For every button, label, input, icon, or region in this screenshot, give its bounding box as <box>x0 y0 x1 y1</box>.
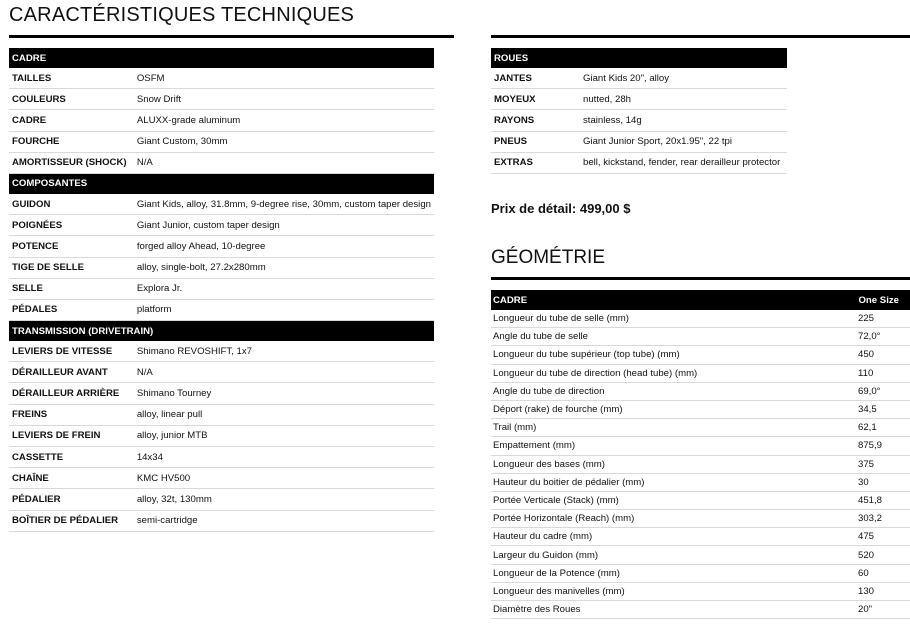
spec-label: CHAÎNE <box>9 468 134 489</box>
geometry-value: 520 <box>856 546 910 564</box>
section-title: COMPOSANTES <box>9 173 434 194</box>
geometry-header-size: One Size <box>856 290 910 310</box>
geometry-row <box>491 582 910 600</box>
spec-value: Snow Drift <box>134 89 434 110</box>
geometry-label: Longueur des bases (mm) <box>491 455 856 473</box>
geometry-value: 450 <box>856 346 910 364</box>
spec-value: Giant Custom, 30mm <box>134 131 434 152</box>
spec-row <box>491 152 787 173</box>
spec-row <box>9 152 434 173</box>
geometry-value: 30 <box>856 473 910 491</box>
geometry-row <box>491 437 910 455</box>
geometry-label: Hauteur du cadre (mm) <box>491 528 856 546</box>
spec-row <box>9 425 434 446</box>
spec-label: POIGNÉES <box>9 215 134 236</box>
spec-label: CADRE <box>9 110 134 131</box>
geometry-value: 130 <box>856 582 910 600</box>
spec-label: SELLE <box>9 278 134 299</box>
spec-value: stainless, 14g <box>580 110 787 131</box>
spec-row <box>9 341 434 362</box>
geometry-label: Déport (rake) de fourche (mm) <box>491 400 856 418</box>
spec-row <box>9 194 434 215</box>
spec-label: COULEURS <box>9 89 134 110</box>
geometry-value: 60 <box>856 564 910 582</box>
geometry-value: 34,5 <box>856 400 910 418</box>
spec-row <box>491 131 787 152</box>
geometry-row <box>491 328 910 346</box>
geometry-value: 69,0° <box>856 382 910 400</box>
geometry-value: 303,2 <box>856 510 910 528</box>
geometry-value: 875,9 <box>856 437 910 455</box>
spec-value: forged alloy Ahead, 10-degree <box>134 236 434 257</box>
geometry-row <box>491 601 910 619</box>
spec-row <box>491 89 787 110</box>
geometry-row <box>491 564 910 582</box>
spec-label: PNEUS <box>491 131 580 152</box>
geometry-label: Longueur du tube de direction (head tube) (mm) <box>491 364 856 382</box>
spec-value: 14x34 <box>134 447 434 468</box>
geometry-label: Longueur de la Potence (mm) <box>491 564 856 582</box>
spec-label: CASSETTE <box>9 447 134 468</box>
spec-label: JANTES <box>491 68 580 89</box>
spec-value: Shimano Tourney <box>134 383 434 404</box>
spec-value: Giant Kids, alloy, 31.8mm, 9-degree rise, 30mm, custom taper design <box>134 194 434 215</box>
retail-price: Prix de détail: 499,00 $ <box>491 201 631 216</box>
spec-row <box>9 468 434 489</box>
spec-row <box>9 131 434 152</box>
geometry-row <box>491 382 910 400</box>
section-header <box>491 48 787 68</box>
spec-row <box>491 68 787 89</box>
spec-value: platform <box>134 299 434 320</box>
spec-label: TAILLES <box>9 68 134 89</box>
spec-value: semi-cartridge <box>134 510 434 531</box>
spec-value: alloy, linear pull <box>134 404 434 425</box>
geometry-row <box>491 528 910 546</box>
spec-value: nutted, 28h <box>580 89 787 110</box>
geometry-label: Hauteur du boitier de pédalier (mm) <box>491 473 856 491</box>
spec-value: alloy, 32t, 130mm <box>134 489 434 510</box>
geometry-header-row <box>491 290 910 310</box>
geometry-value: 62,1 <box>856 419 910 437</box>
geometry-label: Longueur du tube supérieur (top tube) (mm) <box>491 346 856 364</box>
geometry-row <box>491 419 910 437</box>
spec-label: LEVIERS DE VITESSE <box>9 341 134 362</box>
geometry-label: Empattement (mm) <box>491 437 856 455</box>
spec-row <box>491 110 787 131</box>
geometry-value: 225 <box>856 310 910 328</box>
geometry-label: Diamètre des Roues <box>491 601 856 619</box>
geometry-row <box>491 346 910 364</box>
geometry-title: GÉOMÉTRIE <box>491 247 606 268</box>
spec-label: MOYEUX <box>491 89 580 110</box>
spec-value: N/A <box>134 362 434 383</box>
spec-row <box>9 447 434 468</box>
title-rule-left <box>9 35 454 38</box>
geometry-row <box>491 455 910 473</box>
spec-row <box>9 278 434 299</box>
spec-label: RAYONS <box>491 110 580 131</box>
spec-row <box>9 236 434 257</box>
spec-label: GUIDON <box>9 194 134 215</box>
geometry-label: Longueur des manivelles (mm) <box>491 582 856 600</box>
spec-label: FREINS <box>9 404 134 425</box>
spec-value: Shimano REVOSHIFT, 1x7 <box>134 341 434 362</box>
spec-label: TIGE DE SELLE <box>9 257 134 278</box>
geometry-header-label: CADRE <box>491 290 856 310</box>
section-title: CADRE <box>9 48 434 68</box>
spec-value: Giant Kids 20", alloy <box>580 68 787 89</box>
spec-row <box>9 68 434 89</box>
section-title: ROUES <box>491 48 787 68</box>
spec-row <box>9 489 434 510</box>
page-title: CARACTÉRISTIQUES TECHNIQUES <box>9 4 355 26</box>
spec-label: EXTRAS <box>491 152 580 173</box>
spec-label: DÉRAILLEUR ARRIÈRE <box>9 383 134 404</box>
spec-row <box>9 510 434 531</box>
spec-value: Giant Junior Sport, 20x1.95", 22 tpi <box>580 131 787 152</box>
geometry-label: Portée Horizontale (Reach) (mm) <box>491 510 856 528</box>
geometry-value: 20" <box>856 601 910 619</box>
geometry-value: 72,0° <box>856 328 910 346</box>
section-header <box>9 321 434 342</box>
spec-label: FOURCHE <box>9 131 134 152</box>
spec-value: alloy, junior MTB <box>134 425 434 446</box>
spec-value: bell, kickstand, fender, rear derailleur protector <box>580 152 787 173</box>
spec-row <box>9 110 434 131</box>
spec-value: alloy, single-bolt, 27.2x280mm <box>134 257 434 278</box>
geometry-value: 110 <box>856 364 910 382</box>
spec-value: N/A <box>134 152 434 173</box>
geometry-value: 475 <box>856 528 910 546</box>
spec-label: PÉDALIER <box>9 489 134 510</box>
spec-row <box>9 299 434 320</box>
geometry-label: Longueur du tube de selle (mm) <box>491 310 856 328</box>
spec-row <box>9 89 434 110</box>
geometry-row <box>491 491 910 509</box>
spec-label: PÉDALES <box>9 299 134 320</box>
spec-value: Explora Jr. <box>134 278 434 299</box>
title-rule-right <box>491 35 910 38</box>
section-title: TRANSMISSION (DRIVETRAIN) <box>9 321 434 342</box>
geometry-label: Largeur du Guidon (mm) <box>491 546 856 564</box>
section-header <box>9 173 434 194</box>
geometry-rule <box>491 277 910 280</box>
spec-row <box>9 215 434 236</box>
spec-row <box>9 362 434 383</box>
left-spec-table <box>9 48 434 532</box>
spec-label: AMORTISSEUR (SHOCK) <box>9 152 134 173</box>
spec-label: LEVIERS DE FREIN <box>9 425 134 446</box>
geometry-value: 451,8 <box>856 491 910 509</box>
spec-row <box>9 404 434 425</box>
spec-value: ALUXX-grade aluminum <box>134 110 434 131</box>
geometry-label: Angle du tube de selle <box>491 328 856 346</box>
spec-value: OSFM <box>134 68 434 89</box>
geometry-row <box>491 473 910 491</box>
geometry-row <box>491 364 910 382</box>
spec-label: POTENCE <box>9 236 134 257</box>
spec-row <box>9 383 434 404</box>
geometry-table <box>491 290 910 619</box>
geometry-row <box>491 310 910 328</box>
geometry-row <box>491 510 910 528</box>
geometry-value: 375 <box>856 455 910 473</box>
geometry-label: Portée Verticale (Stack) (mm) <box>491 491 856 509</box>
geometry-row <box>491 546 910 564</box>
right-spec-table <box>491 48 787 174</box>
spec-label: DÉRAILLEUR AVANT <box>9 362 134 383</box>
spec-value: Giant Junior, custom taper design <box>134 215 434 236</box>
spec-value: KMC HV500 <box>134 468 434 489</box>
spec-label: BOÎTIER DE PÉDALIER <box>9 510 134 531</box>
section-header <box>9 48 434 68</box>
geometry-label: Trail (mm) <box>491 419 856 437</box>
spec-row <box>9 257 434 278</box>
geometry-row <box>491 400 910 418</box>
geometry-label: Angle du tube de direction <box>491 382 856 400</box>
